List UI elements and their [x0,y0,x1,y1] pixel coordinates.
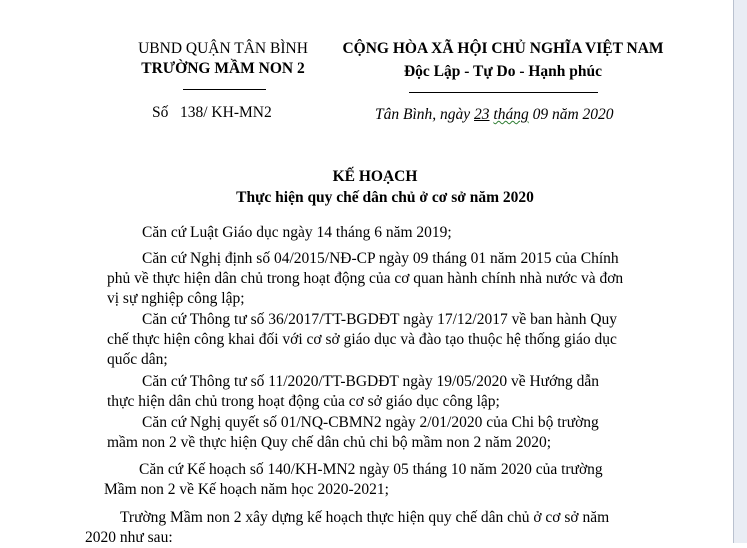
paragraph-line: Căn cứ Luật Giáo dục ngày 14 tháng 6 năm 2019; [142,224,452,241]
paragraph-line: Căn cứ Kế hoạch số 140/KH-MN2 ngày 05 tháng 10 năm 2020 của trường [139,461,603,478]
paragraph-line: Căn cứ Nghị định số 04/2015/NĐ-CP ngày 09 tháng 01 năm 2015 của Chính [142,250,619,267]
document-title: KẾ HOẠCH [332,168,418,185]
paragraph-line: phủ về thực hiện dân chủ trong hoạt động của cơ quan hành chính nhà nước và đơn [107,270,624,287]
paragraph-line: thực hiện dân chủ trong hoạt động của cơ sở giáo dục công lập; [107,393,500,410]
number-label: Số [152,104,169,121]
paragraph-line: Mầm non 2 về Kế hoạch năm học 2020-2021; [104,481,389,498]
national-motto: Độc Lập - Tự Do - Hạnh phúc [403,63,603,80]
date-day: 23 [474,106,490,123]
paragraph [104,460,662,500]
paragraph-line: mầm non 2 về thực hiện Quy chế dân chủ chi bộ mầm non 2 năm 2020; [107,434,552,451]
paragraph [107,310,662,370]
paragraph [85,508,662,548]
paragraph [107,413,662,453]
agency-name: UBND QUẬN TÂN BÌNH [138,40,308,57]
paragraph [142,223,662,243]
date-rest: 09 năm 2020 [532,106,614,123]
document-date [375,106,614,124]
paragraph-line: Căn cứ Thông tư số 36/2017/TT-BGDĐT ngày 17/12/2017 về ban hành Quy [142,311,618,328]
document-number [152,104,272,122]
page-edge [733,0,747,543]
school-name: TRƯỜNG MẦM NON 2 [141,60,305,77]
document-subtitle: Thực hiện quy chế dân chủ ở cơ sở năm 2020 [236,189,534,206]
date-month-word: tháng [493,106,529,123]
paragraph-line: 2020 như sau: [85,529,173,546]
paragraph-line: Căn cứ Thông tư số 11/2020/TT-BGDĐT ngày 19/05/2020 về Hướng dẫn [142,373,600,390]
paragraph-line: Căn cứ Nghị quyết số 01/NQ-CBMN2 ngày 2/01/2020 của Chi bộ trường [142,414,599,431]
left-header-rule [183,89,266,90]
paragraph-line: quốc dân; [107,351,168,368]
paragraph-line: vị sự nghiệp công lập; [107,290,245,307]
paragraph-line: chế thực hiện công khai đối với cơ sở giáo dục và đào tạo thuộc hệ thống giáo dục [107,331,617,348]
number-value: 138/ KH-MN2 [180,104,272,121]
paragraph [107,249,662,309]
date-prefix: Tân Bình, ngày [375,106,471,123]
country-name: CỘNG HÒA XÃ HỘI CHỦ NGHĨA VIỆT NAM [342,40,664,57]
right-header-rule [409,92,598,93]
paragraph-line: Trường Mầm non 2 xây dựng kế hoạch thực hiện quy chế dân chủ ở cơ sở năm [120,509,610,526]
paragraph [107,372,662,412]
